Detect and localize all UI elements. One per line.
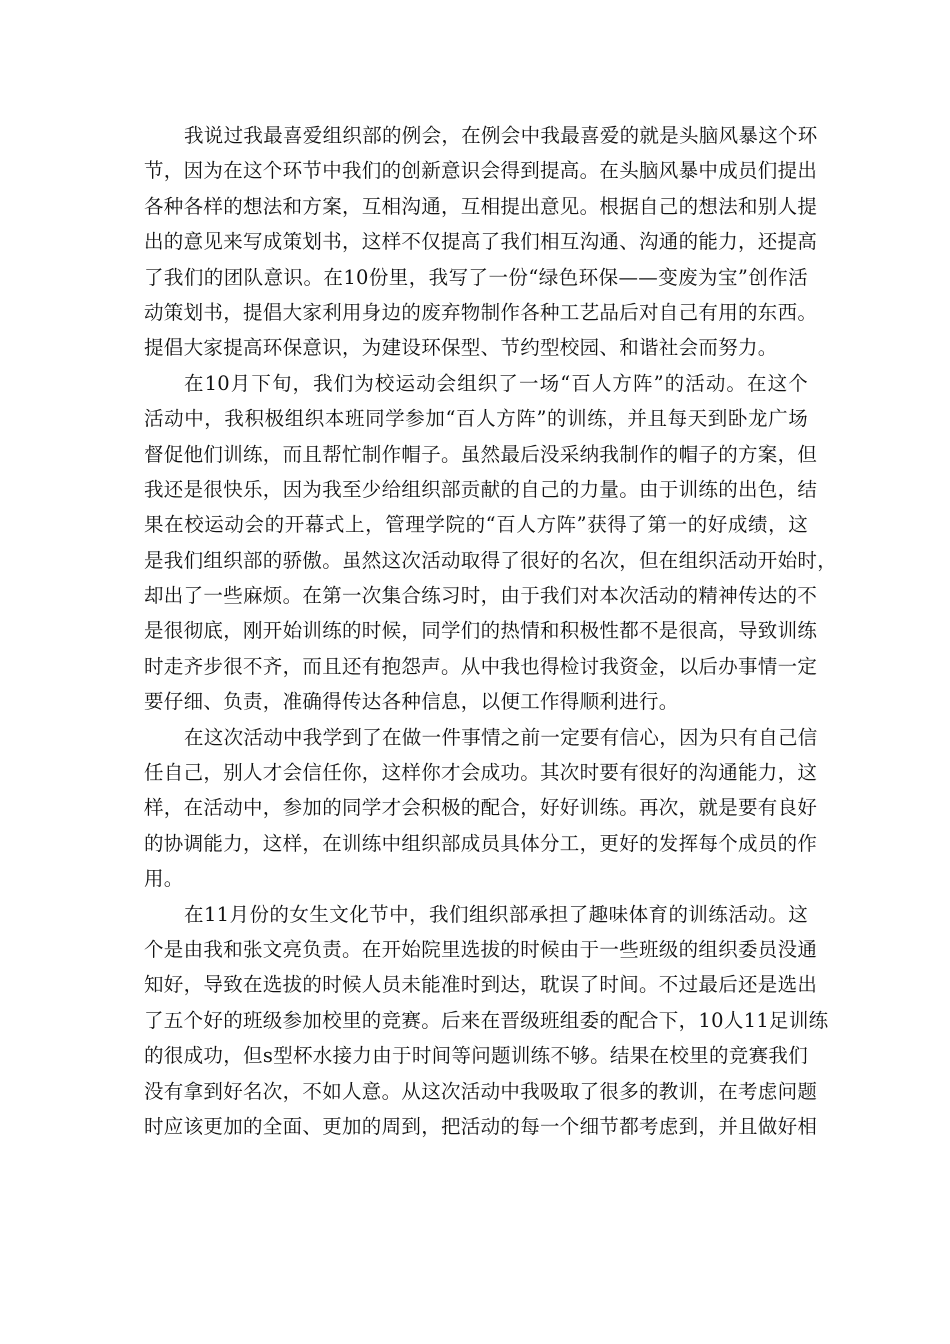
paragraph-line: 知好，导致在选拔的时候人员未能准时到达，耽误了时间。不过最后还是选出 <box>144 973 818 997</box>
document-body <box>144 118 838 1144</box>
paragraph-line: 时走齐步很不齐，而且还有抱怨声。从中我也得检讨我资金，以后办事情一定 <box>144 654 818 678</box>
paragraph-line: 任自己，别人才会信任你，这样你才会成功。其次时要有很好的沟通能力，这 <box>144 761 818 785</box>
paragraph-line: 活动中，我积极组织本班同学参加“百人方阵”的训练，并且每天到卧龙广场 <box>144 407 808 431</box>
paragraph-line: 要仔细、负责，准确得传达各种信息，以便工作得顺利进行。 <box>144 690 679 714</box>
paragraph-2 <box>144 366 838 720</box>
paragraph-line: 动策划书，提倡大家利用身边的废弃物制作各种工艺品后对自己有用的东西。 <box>144 300 818 324</box>
paragraph-line: 督促他们训练，而且帮忙制作帽子。虽然最后没采纳我制作的帽子的方案，但 <box>144 442 818 466</box>
paragraph-line: 在10月下旬，我们为校运动会组织了一场“百人方阵”的活动。在这个 <box>184 371 808 395</box>
paragraph-3 <box>144 720 818 897</box>
paragraph-line: 是我们组织部的骄傲。虽然这次活动取得了很好的名次，但在组织活动开始时， <box>144 548 838 572</box>
paragraph-4 <box>144 897 829 1145</box>
paragraph-1 <box>144 118 818 366</box>
paragraph-line: 用。 <box>144 867 184 891</box>
paragraph-line: 出的意见来写成策划书，这样不仅提高了我们相互沟通、沟通的能力，还提高 <box>144 230 818 254</box>
paragraph-line: 在这次活动中我学到了在做一件事情之前一定要有信心，因为只有自己信 <box>184 725 818 749</box>
paragraph-line: 的很成功，但s型杯水接力由于时间等问题训练不够。结果在校里的竞赛我们 <box>144 1044 808 1068</box>
paragraph-line: 没有拿到好名次，不如人意。从这次活动中我吸取了很多的教训，在考虑问题 <box>144 1079 818 1103</box>
paragraph-line: 样，在活动中，参加的同学才会积极的配合，好好训练。再次，就是要有良好 <box>144 796 818 820</box>
paragraph-line: 了五个好的班级参加校里的竞赛。后来在晋级班组委的配合下，10人11足训练 <box>144 1008 829 1032</box>
paragraph-line: 节，因为在这个环节中我们的创新意识会得到提高。在头脑风暴中成员们提出 <box>144 159 818 183</box>
paragraph-line: 在11月份的女生文化节中，我们组织部承担了趣味体育的训练活动。这 <box>184 902 808 926</box>
paragraph-line: 各种各样的想法和方案，互相沟通，互相提出意见。根据自己的想法和别人提 <box>144 194 818 218</box>
paragraph-line: 时应该更加的全面、更加的周到，把活动的每一个细节都考虑到，并且做好相 <box>144 1114 818 1138</box>
paragraph-line: 我还是很快乐，因为我至少给组织部贡献的自己的力量。由于训练的出色，结 <box>144 477 818 501</box>
paragraph-line: 我说过我最喜爱组织部的例会，在例会中我最喜爱的就是头脑风暴这个环 <box>184 124 818 147</box>
paragraph-line: 果在校运动会的开幕式上，管理学院的“百人方阵”获得了第一的好成绩，这 <box>144 513 808 537</box>
paragraph-line: 的协调能力，这样，在训练中组织部成员具体分工，更好的发挥每个成员的作 <box>144 831 818 855</box>
paragraph-line: 是很彻底，刚开始训练的时候，同学们的热情和积极性都不是很高，导致训练 <box>144 619 818 643</box>
paragraph-line: 却出了一些麻烦。在第一次集合练习时，由于我们对本次活动的精神传达的不 <box>144 584 818 608</box>
paragraph-line: 了我们的团队意识。在10份里，我写了一份“绿色环保——变废为宝”创作活 <box>144 265 808 289</box>
paragraph-line: 提倡大家提高环保意识，为建设环保型、节约型校园、和谐社会而努力。 <box>144 336 778 360</box>
paragraph-line: 个是由我和张文亮负责。在开始院里选拔的时候由于一些班级的组织委员没通 <box>144 937 818 961</box>
